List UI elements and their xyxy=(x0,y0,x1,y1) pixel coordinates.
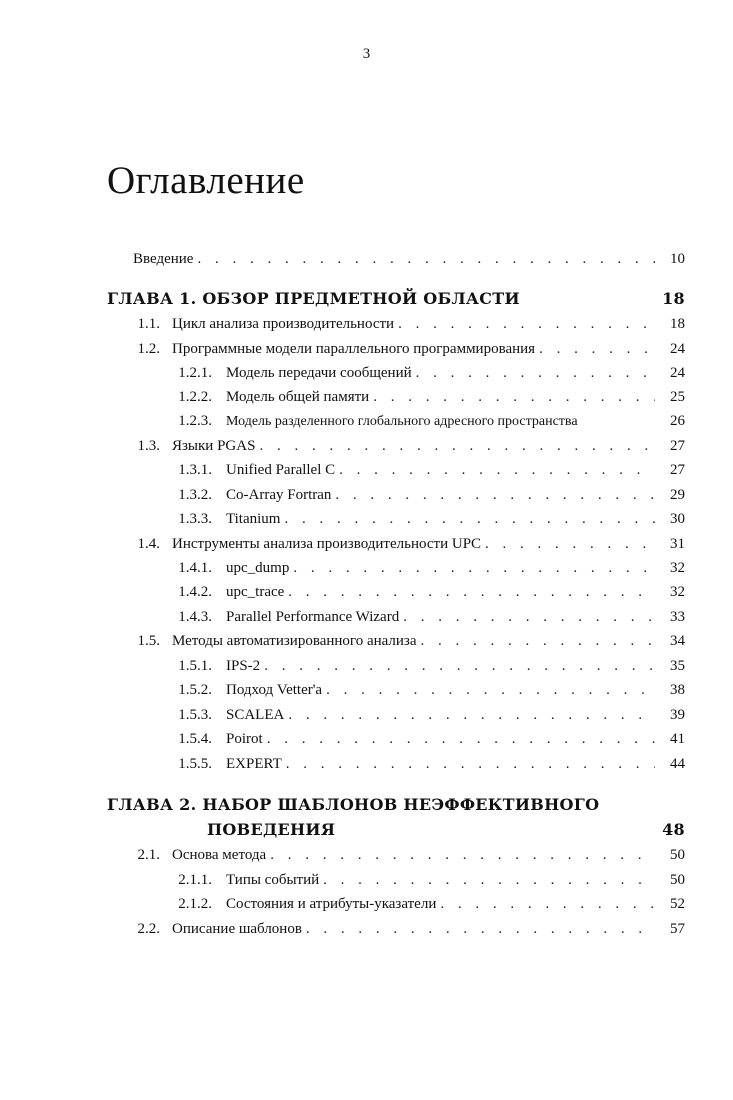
toc-entry-label: Модель общей памяти xyxy=(226,389,370,405)
chapter-title: ГЛАВА 2. НАБОР ШАБЛОНОВ НЕЭФФЕКТИВНОГО xyxy=(107,795,600,814)
toc-entry-label: Методы автоматизированного анализа xyxy=(172,633,417,649)
toc-entry[interactable] xyxy=(160,893,685,915)
leader-dots xyxy=(197,248,655,270)
section-number: 1.5. xyxy=(137,633,160,649)
toc-entry-label: Co-Array Fortran xyxy=(226,487,332,503)
leader-dots xyxy=(270,844,655,866)
leader-dots xyxy=(259,435,655,457)
toc-entry-page: 18 xyxy=(670,316,685,332)
toc-entry-page: 32 xyxy=(670,560,685,576)
toc-entry-page: 10 xyxy=(670,251,685,267)
leader-dots xyxy=(286,753,655,775)
section-number: 1.5.4. xyxy=(178,731,212,747)
leader-dots xyxy=(373,386,655,408)
toc-entry-label: Инструменты анализа производительности UPC xyxy=(172,536,482,552)
toc-entry[interactable] xyxy=(160,459,685,481)
section-number: 2.1. xyxy=(137,847,160,863)
toc-entry-page: 33 xyxy=(670,609,685,625)
toc-entry-intro[interactable] xyxy=(133,248,685,270)
section-number: 1.5.3. xyxy=(178,707,212,723)
section-number: 1.1. xyxy=(137,316,160,332)
toc-entry-page: 44 xyxy=(670,756,685,772)
leader-dots xyxy=(421,630,655,652)
toc-entry[interactable] xyxy=(160,410,685,432)
section-number: 1.3. xyxy=(137,438,160,454)
section-number: 1.5.1. xyxy=(178,658,212,674)
toc-entry[interactable] xyxy=(160,753,685,775)
toc-entry[interactable] xyxy=(120,338,685,360)
toc-entry[interactable] xyxy=(160,679,685,701)
toc-entry-label: EXPERT xyxy=(226,756,282,772)
toc-entry-page: 31 xyxy=(670,536,685,552)
leader-dots xyxy=(284,508,655,530)
toc-entry-page: 27 xyxy=(670,462,685,478)
toc-entry[interactable] xyxy=(120,435,685,457)
section-number: 2.1.1. xyxy=(178,872,212,888)
toc-entry-page: 35 xyxy=(670,658,685,674)
toc-entry[interactable] xyxy=(160,386,685,408)
toc-entry-label: Состояния и атрибуты-указатели xyxy=(226,896,437,912)
leader-dots xyxy=(293,557,655,579)
section-number: 1.2.1. xyxy=(178,365,212,381)
toc-entry[interactable] xyxy=(160,508,685,530)
section-number: 1.3.1. xyxy=(178,462,212,478)
toc-entry-page: 34 xyxy=(670,633,685,649)
toc-entry[interactable] xyxy=(160,728,685,750)
chapter-title: ГЛАВА 1. ОБЗОР ПРЕДМЕТНОЙ ОБЛАСТИ xyxy=(107,289,520,308)
leader-dots xyxy=(264,655,655,677)
toc-entry-page: 57 xyxy=(670,921,685,937)
toc-entry-label: IPS-2 xyxy=(226,658,261,674)
toc-title: Оглавление xyxy=(107,159,305,202)
toc-entry-page: 27 xyxy=(670,438,685,454)
toc-entry-page: 39 xyxy=(670,707,685,723)
section-number: 1.3.3. xyxy=(178,511,212,527)
section-number: 1.4.2. xyxy=(178,584,212,600)
toc-entry-label: Основа метода xyxy=(172,847,267,863)
toc-entry-label: Модель разделенного глобального адресного пространства xyxy=(226,414,578,429)
toc-entry[interactable] xyxy=(120,533,685,555)
toc-entry-page: 30 xyxy=(670,511,685,527)
toc-entry[interactable] xyxy=(120,313,685,335)
toc-entry[interactable] xyxy=(160,704,685,726)
leader-dots xyxy=(539,338,655,360)
toc-entry-label: Poirot xyxy=(226,731,263,747)
section-number: 1.2.3. xyxy=(178,413,212,429)
chapter-title-continued: ПОВЕДЕНИЯ xyxy=(207,820,336,839)
toc-entry-label: Введение xyxy=(133,251,194,267)
section-number: 1.5.5. xyxy=(178,756,212,772)
leader-dots xyxy=(326,679,655,701)
toc-entry-page: 25 xyxy=(670,389,685,405)
toc-entry-label: Типы событий xyxy=(226,872,320,888)
toc-entry-page: 41 xyxy=(670,731,685,747)
toc-entry-label: Описание шаблонов xyxy=(172,921,302,937)
section-number: 2.2. xyxy=(137,921,160,937)
toc-entry-label: SCALEA xyxy=(226,707,285,723)
section-number: 1.4.3. xyxy=(178,609,212,625)
toc-entry-page: 26 xyxy=(670,413,685,429)
section-number: 1.2.2. xyxy=(178,389,212,405)
leader-dots xyxy=(398,313,655,335)
toc-entry-label: upc_dump xyxy=(226,560,290,576)
toc-entry[interactable] xyxy=(160,581,685,603)
toc-entry-page: 29 xyxy=(670,487,685,503)
toc-entry-label: Titanium xyxy=(226,511,281,527)
toc-chapter-1[interactable] xyxy=(107,288,685,310)
leader-dots xyxy=(485,533,655,555)
section-number: 1.4. xyxy=(137,536,160,552)
chapter-page: 18 xyxy=(662,289,685,308)
leader-dots xyxy=(323,869,655,891)
toc-entry[interactable] xyxy=(160,869,685,891)
toc-entry[interactable] xyxy=(160,655,685,677)
toc-chapter-2-line1[interactable] xyxy=(107,794,685,816)
leader-dots xyxy=(440,893,655,915)
toc-entry[interactable] xyxy=(120,844,685,866)
toc-entry-label: Программные модели параллельного программирования xyxy=(172,341,536,357)
toc-entry-label: Цикл анализа производительности xyxy=(172,316,395,332)
chapter-page: 48 xyxy=(662,820,685,839)
toc-entry-label: Подход Vetter'a xyxy=(226,682,323,698)
toc-entry[interactable] xyxy=(120,918,685,940)
toc-entry-label: Модель передачи сообщений xyxy=(226,365,412,381)
leader-dots xyxy=(335,484,655,506)
page-number: 3 xyxy=(362,46,371,62)
toc-entry[interactable] xyxy=(160,606,685,628)
toc-entry-page: 52 xyxy=(670,896,685,912)
toc-chapter-2-line2[interactable] xyxy=(207,819,685,841)
leader-dots xyxy=(288,581,655,603)
toc-entry-page: 38 xyxy=(670,682,685,698)
toc-entry[interactable] xyxy=(160,362,685,384)
section-number: 1.3.2. xyxy=(178,487,212,503)
toc-entry-page: 50 xyxy=(670,847,685,863)
toc-entry-label: Языки PGAS xyxy=(172,438,256,454)
toc-entry[interactable] xyxy=(160,557,685,579)
leader-dots xyxy=(267,728,655,750)
section-number: 1.5.2. xyxy=(178,682,212,698)
leader-dots xyxy=(306,918,655,940)
toc-entry-page: 24 xyxy=(670,365,685,381)
section-number: 1.4.1. xyxy=(178,560,212,576)
leader-dots xyxy=(416,362,655,384)
section-number: 2.1.2. xyxy=(178,896,212,912)
toc-entry[interactable] xyxy=(160,484,685,506)
toc-entry-page: 32 xyxy=(670,584,685,600)
leader-dots xyxy=(403,606,655,628)
toc-entry-label: Parallel Performance Wizard xyxy=(226,609,400,625)
toc-entry-page: 50 xyxy=(670,872,685,888)
toc-entry-label: upc_trace xyxy=(226,584,285,600)
section-number: 1.2. xyxy=(137,341,160,357)
toc-entry-page: 24 xyxy=(670,341,685,357)
toc-entry-label: Unified Parallel C xyxy=(226,462,336,478)
leader-dots xyxy=(339,459,655,481)
toc-entry[interactable] xyxy=(120,630,685,652)
leader-dots xyxy=(288,704,655,726)
